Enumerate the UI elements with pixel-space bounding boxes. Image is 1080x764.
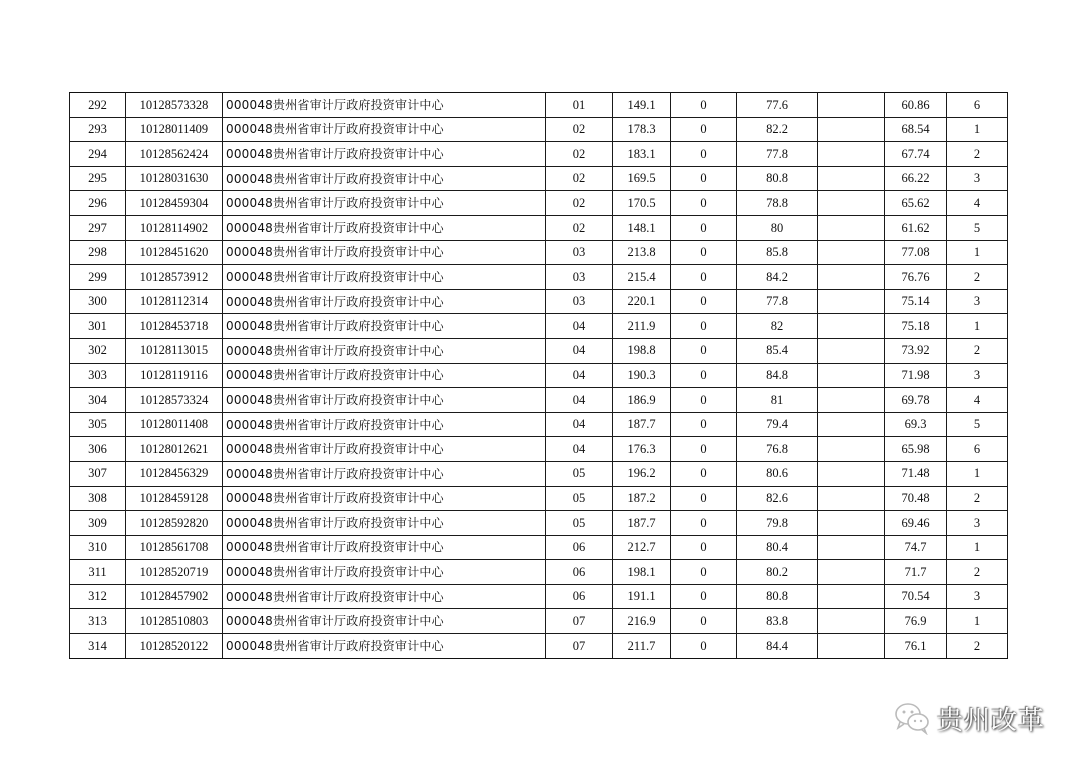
bonus-points-cell: 0 — [671, 240, 737, 265]
exam-id-cell: 10128453718 — [126, 314, 223, 339]
interview-score-cell: 80.4 — [737, 535, 818, 560]
written-score-cell: 196.2 — [613, 461, 671, 486]
position-code-cell: 06 — [546, 584, 613, 609]
remark-cell — [818, 486, 885, 511]
total-score-cell: 77.08 — [885, 240, 947, 265]
unit-name-cell: 000048贵州省审计厅政府投资审计中心 — [223, 240, 546, 265]
remark-cell — [818, 560, 885, 585]
total-score-cell: 71.98 — [885, 363, 947, 388]
written-score-cell: 213.8 — [613, 240, 671, 265]
remark-cell — [818, 338, 885, 363]
position-code-cell: 02 — [546, 142, 613, 167]
unit-name-cell: 000048贵州省审计厅政府投资审计中心 — [223, 289, 546, 314]
position-code-cell: 04 — [546, 338, 613, 363]
position-code-cell: 02 — [546, 191, 613, 216]
rank-cell: 2 — [947, 486, 1008, 511]
unit-name-cell: 000048贵州省审计厅政府投资审计中心 — [223, 388, 546, 413]
total-score-cell: 65.98 — [885, 437, 947, 462]
position-code-cell: 03 — [546, 265, 613, 290]
unit-name-cell: 000048贵州省审计厅政府投资审计中心 — [223, 142, 546, 167]
rank-cell: 1 — [947, 314, 1008, 339]
interview-score-cell: 82.6 — [737, 486, 818, 511]
row-number-cell: 312 — [70, 584, 126, 609]
row-number-cell: 300 — [70, 289, 126, 314]
bonus-points-cell: 0 — [671, 191, 737, 216]
rank-cell: 1 — [947, 461, 1008, 486]
interview-score-cell: 80 — [737, 215, 818, 240]
remark-cell — [818, 609, 885, 634]
rank-cell: 4 — [947, 388, 1008, 413]
remark-cell — [818, 240, 885, 265]
position-code-cell: 02 — [546, 215, 613, 240]
row-number-cell: 306 — [70, 437, 126, 462]
exam-id-cell: 10128562424 — [126, 142, 223, 167]
unit-name-cell: 000048贵州省审计厅政府投资审计中心 — [223, 609, 546, 634]
interview-score-cell: 81 — [737, 388, 818, 413]
written-score-cell: 212.7 — [613, 535, 671, 560]
remark-cell — [818, 289, 885, 314]
interview-score-cell: 83.8 — [737, 609, 818, 634]
interview-score-cell: 79.4 — [737, 412, 818, 437]
row-number-cell: 302 — [70, 338, 126, 363]
exam-id-cell: 10128031630 — [126, 166, 223, 191]
unit-name-cell: 000048贵州省审计厅政府投资审计中心 — [223, 117, 546, 142]
exam-id-cell: 10128119116 — [126, 363, 223, 388]
written-score-cell: 220.1 — [613, 289, 671, 314]
unit-name-cell: 000048贵州省审计厅政府投资审计中心 — [223, 461, 546, 486]
interview-score-cell: 77.8 — [737, 142, 818, 167]
table-row — [70, 560, 1008, 585]
row-number-cell: 304 — [70, 388, 126, 413]
interview-score-cell: 80.6 — [737, 461, 818, 486]
unit-name-cell: 000048贵州省审计厅政府投资审计中心 — [223, 634, 546, 659]
row-number-cell: 293 — [70, 117, 126, 142]
position-code-cell: 05 — [546, 486, 613, 511]
written-score-cell: 191.1 — [613, 584, 671, 609]
bonus-points-cell: 0 — [671, 437, 737, 462]
position-code-cell: 04 — [546, 437, 613, 462]
total-score-cell: 73.92 — [885, 338, 947, 363]
unit-name-cell: 000048贵州省审计厅政府投资审计中心 — [223, 363, 546, 388]
bonus-points-cell: 0 — [671, 388, 737, 413]
position-code-cell: 02 — [546, 117, 613, 142]
written-score-cell: 187.2 — [613, 486, 671, 511]
exam-id-cell: 10128012621 — [126, 437, 223, 462]
interview-score-cell: 85.8 — [737, 240, 818, 265]
unit-name-cell: 000048贵州省审计厅政府投资审计中心 — [223, 166, 546, 191]
bonus-points-cell: 0 — [671, 363, 737, 388]
rank-cell: 1 — [947, 609, 1008, 634]
written-score-cell: 176.3 — [613, 437, 671, 462]
interview-score-cell: 84.2 — [737, 265, 818, 290]
interview-score-cell: 76.8 — [737, 437, 818, 462]
total-score-cell: 70.54 — [885, 584, 947, 609]
unit-name-cell: 000048贵州省审计厅政府投资审计中心 — [223, 412, 546, 437]
remark-cell — [818, 363, 885, 388]
bonus-points-cell: 0 — [671, 338, 737, 363]
rank-cell: 6 — [947, 437, 1008, 462]
interview-score-cell: 82 — [737, 314, 818, 339]
table-row — [70, 338, 1008, 363]
remark-cell — [818, 388, 885, 413]
table-row — [70, 584, 1008, 609]
bonus-points-cell: 0 — [671, 166, 737, 191]
table-row — [70, 388, 1008, 413]
position-code-cell: 06 — [546, 535, 613, 560]
row-number-cell: 292 — [70, 93, 126, 118]
exam-id-cell: 10128459304 — [126, 191, 223, 216]
interview-score-cell: 84.4 — [737, 634, 818, 659]
written-score-cell: 187.7 — [613, 511, 671, 536]
bonus-points-cell: 0 — [671, 289, 737, 314]
total-score-cell: 71.48 — [885, 461, 947, 486]
table-row — [70, 461, 1008, 486]
position-code-cell: 03 — [546, 240, 613, 265]
bonus-points-cell: 0 — [671, 634, 737, 659]
total-score-cell: 66.22 — [885, 166, 947, 191]
written-score-cell: 183.1 — [613, 142, 671, 167]
position-code-cell: 04 — [546, 363, 613, 388]
interview-score-cell: 77.6 — [737, 93, 818, 118]
total-score-cell: 69.46 — [885, 511, 947, 536]
unit-name-cell: 000048贵州省审计厅政府投资审计中心 — [223, 338, 546, 363]
written-score-cell: 169.5 — [613, 166, 671, 191]
written-score-cell: 211.9 — [613, 314, 671, 339]
unit-name-cell: 000048贵州省审计厅政府投资审计中心 — [223, 314, 546, 339]
unit-name-cell: 000048贵州省审计厅政府投资审计中心 — [223, 215, 546, 240]
row-number-cell: 295 — [70, 166, 126, 191]
interview-score-cell: 79.8 — [737, 511, 818, 536]
unit-name-cell: 000048贵州省审计厅政府投资审计中心 — [223, 511, 546, 536]
position-code-cell: 03 — [546, 289, 613, 314]
table-row — [70, 289, 1008, 314]
position-code-cell: 06 — [546, 560, 613, 585]
row-number-cell: 297 — [70, 215, 126, 240]
rank-cell: 3 — [947, 289, 1008, 314]
table-row — [70, 215, 1008, 240]
rank-cell: 5 — [947, 412, 1008, 437]
total-score-cell: 75.14 — [885, 289, 947, 314]
row-number-cell: 314 — [70, 634, 126, 659]
table-row — [70, 486, 1008, 511]
table-row — [70, 240, 1008, 265]
position-code-cell: 02 — [546, 166, 613, 191]
total-score-cell: 75.18 — [885, 314, 947, 339]
rank-cell: 2 — [947, 142, 1008, 167]
exam-id-cell: 10128510803 — [126, 609, 223, 634]
remark-cell — [818, 584, 885, 609]
row-number-cell: 298 — [70, 240, 126, 265]
written-score-cell: 148.1 — [613, 215, 671, 240]
written-score-cell: 216.9 — [613, 609, 671, 634]
interview-score-cell: 80.8 — [737, 166, 818, 191]
total-score-cell: 65.62 — [885, 191, 947, 216]
rank-cell: 2 — [947, 634, 1008, 659]
bonus-points-cell: 0 — [671, 117, 737, 142]
bonus-points-cell: 0 — [671, 535, 737, 560]
written-score-cell: 149.1 — [613, 93, 671, 118]
table-row — [70, 93, 1008, 118]
written-score-cell: 215.4 — [613, 265, 671, 290]
table-row — [70, 634, 1008, 659]
position-code-cell: 01 — [546, 93, 613, 118]
unit-name-cell: 000048贵州省审计厅政府投资审计中心 — [223, 437, 546, 462]
position-code-cell: 05 — [546, 511, 613, 536]
remark-cell — [818, 535, 885, 560]
remark-cell — [818, 412, 885, 437]
table-row — [70, 314, 1008, 339]
unit-name-cell: 000048贵州省审计厅政府投资审计中心 — [223, 93, 546, 118]
rank-cell: 1 — [947, 240, 1008, 265]
rank-cell: 3 — [947, 511, 1008, 536]
exam-id-cell: 10128459128 — [126, 486, 223, 511]
wechat-icon — [893, 701, 931, 735]
interview-score-cell: 82.2 — [737, 117, 818, 142]
table-row — [70, 191, 1008, 216]
interview-score-cell: 80.8 — [737, 584, 818, 609]
rank-cell: 2 — [947, 338, 1008, 363]
table-row — [70, 117, 1008, 142]
total-score-cell: 76.76 — [885, 265, 947, 290]
table-row — [70, 535, 1008, 560]
exam-id-cell: 10128561708 — [126, 535, 223, 560]
row-number-cell: 299 — [70, 265, 126, 290]
bonus-points-cell: 0 — [671, 314, 737, 339]
unit-name-cell: 000048贵州省审计厅政府投资审计中心 — [223, 535, 546, 560]
written-score-cell: 211.7 — [613, 634, 671, 659]
total-score-cell: 69.78 — [885, 388, 947, 413]
bonus-points-cell: 0 — [671, 142, 737, 167]
total-score-cell: 70.48 — [885, 486, 947, 511]
row-number-cell: 309 — [70, 511, 126, 536]
row-number-cell: 308 — [70, 486, 126, 511]
position-code-cell: 05 — [546, 461, 613, 486]
remark-cell — [818, 166, 885, 191]
exam-id-cell: 10128112314 — [126, 289, 223, 314]
total-score-cell: 76.9 — [885, 609, 947, 634]
row-number-cell: 310 — [70, 535, 126, 560]
interview-score-cell: 84.8 — [737, 363, 818, 388]
bonus-points-cell: 0 — [671, 461, 737, 486]
rank-cell: 3 — [947, 166, 1008, 191]
exam-id-cell: 10128592820 — [126, 511, 223, 536]
total-score-cell: 67.74 — [885, 142, 947, 167]
rank-cell: 3 — [947, 363, 1008, 388]
exam-id-cell: 10128451620 — [126, 240, 223, 265]
exam-id-cell: 10128520719 — [126, 560, 223, 585]
remark-cell — [818, 314, 885, 339]
exam-id-cell: 10128011409 — [126, 117, 223, 142]
interview-score-cell: 85.4 — [737, 338, 818, 363]
interview-score-cell: 78.8 — [737, 191, 818, 216]
row-number-cell: 313 — [70, 609, 126, 634]
watermark — [893, 698, 1045, 738]
rank-cell: 1 — [947, 535, 1008, 560]
total-score-cell: 71.7 — [885, 560, 947, 585]
exam-id-cell: 10128457902 — [126, 584, 223, 609]
total-score-cell: 60.86 — [885, 93, 947, 118]
position-code-cell: 04 — [546, 412, 613, 437]
interview-score-cell: 80.2 — [737, 560, 818, 585]
written-score-cell: 187.7 — [613, 412, 671, 437]
total-score-cell: 68.54 — [885, 117, 947, 142]
table-row — [70, 166, 1008, 191]
table-row — [70, 511, 1008, 536]
bonus-points-cell: 0 — [671, 609, 737, 634]
written-score-cell: 198.8 — [613, 338, 671, 363]
row-number-cell: 303 — [70, 363, 126, 388]
row-number-cell: 301 — [70, 314, 126, 339]
results-table — [69, 92, 1008, 659]
position-code-cell: 07 — [546, 634, 613, 659]
written-score-cell: 190.3 — [613, 363, 671, 388]
written-score-cell: 178.3 — [613, 117, 671, 142]
table-row — [70, 363, 1008, 388]
rank-cell: 2 — [947, 265, 1008, 290]
total-score-cell: 76.1 — [885, 634, 947, 659]
bonus-points-cell: 0 — [671, 265, 737, 290]
rank-cell: 1 — [947, 117, 1008, 142]
rank-cell: 2 — [947, 560, 1008, 585]
written-score-cell: 170.5 — [613, 191, 671, 216]
bonus-points-cell: 0 — [671, 511, 737, 536]
watermark-text: 贵州改革 — [937, 705, 1046, 736]
unit-name-cell: 000048贵州省审计厅政府投资审计中心 — [223, 584, 546, 609]
rank-cell: 3 — [947, 584, 1008, 609]
remark-cell — [818, 461, 885, 486]
position-code-cell: 04 — [546, 388, 613, 413]
exam-id-cell: 10128011408 — [126, 412, 223, 437]
remark-cell — [818, 437, 885, 462]
written-score-cell: 186.9 — [613, 388, 671, 413]
remark-cell — [818, 117, 885, 142]
unit-name-cell: 000048贵州省审计厅政府投资审计中心 — [223, 191, 546, 216]
row-number-cell: 305 — [70, 412, 126, 437]
rank-cell: 4 — [947, 191, 1008, 216]
row-number-cell: 296 — [70, 191, 126, 216]
exam-id-cell: 10128573912 — [126, 265, 223, 290]
table-body — [70, 93, 1008, 659]
bonus-points-cell: 0 — [671, 486, 737, 511]
interview-score-cell: 77.8 — [737, 289, 818, 314]
row-number-cell: 294 — [70, 142, 126, 167]
remark-cell — [818, 93, 885, 118]
unit-name-cell: 000048贵州省审计厅政府投资审计中心 — [223, 560, 546, 585]
row-number-cell: 307 — [70, 461, 126, 486]
exam-id-cell: 10128573324 — [126, 388, 223, 413]
exam-id-cell: 10128520122 — [126, 634, 223, 659]
position-code-cell: 07 — [546, 609, 613, 634]
total-score-cell: 61.62 — [885, 215, 947, 240]
total-score-cell: 74.7 — [885, 535, 947, 560]
table-row — [70, 412, 1008, 437]
exam-id-cell: 10128573328 — [126, 93, 223, 118]
row-number-cell: 311 — [70, 560, 126, 585]
table-row — [70, 265, 1008, 290]
bonus-points-cell: 0 — [671, 584, 737, 609]
remark-cell — [818, 634, 885, 659]
bonus-points-cell: 0 — [671, 412, 737, 437]
rank-cell: 5 — [947, 215, 1008, 240]
exam-id-cell: 10128113015 — [126, 338, 223, 363]
written-score-cell: 198.1 — [613, 560, 671, 585]
bonus-points-cell: 0 — [671, 93, 737, 118]
remark-cell — [818, 142, 885, 167]
remark-cell — [818, 265, 885, 290]
table-row — [70, 142, 1008, 167]
remark-cell — [818, 511, 885, 536]
rank-cell: 6 — [947, 93, 1008, 118]
bonus-points-cell: 0 — [671, 560, 737, 585]
bonus-points-cell: 0 — [671, 215, 737, 240]
table-row — [70, 437, 1008, 462]
unit-name-cell: 000048贵州省审计厅政府投资审计中心 — [223, 486, 546, 511]
unit-name-cell: 000048贵州省审计厅政府投资审计中心 — [223, 265, 546, 290]
remark-cell — [818, 215, 885, 240]
position-code-cell: 04 — [546, 314, 613, 339]
exam-id-cell: 10128114902 — [126, 215, 223, 240]
total-score-cell: 69.3 — [885, 412, 947, 437]
remark-cell — [818, 191, 885, 216]
table-row — [70, 609, 1008, 634]
exam-id-cell: 10128456329 — [126, 461, 223, 486]
